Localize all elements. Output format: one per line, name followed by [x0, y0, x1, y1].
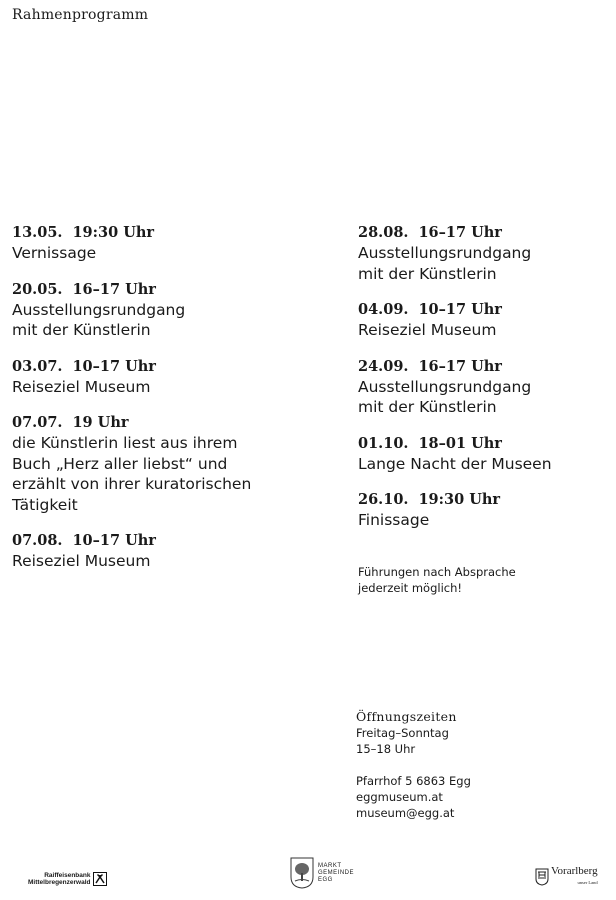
event-time: 16–17 Uhr [418, 224, 502, 241]
event-date: 24.09. [358, 357, 409, 375]
email-link[interactable]: museum@egg.at [356, 806, 455, 820]
event-item [12, 412, 312, 515]
event-title: Ausstellungsrundgang mit der Künstlerin [358, 377, 532, 416]
event-item [12, 530, 312, 572]
event-time: 10–17 Uhr [72, 357, 156, 375]
opening-info [356, 709, 606, 821]
event-time: 19 Uhr [72, 414, 129, 431]
event-title: Ausstellungsrundgang mit der Künstlerin [12, 300, 186, 339]
guided-tours-note: Führungen nach Absprache jederzeit möglich! [358, 565, 516, 595]
event-item [358, 489, 608, 531]
event-datetime [12, 412, 312, 433]
event-item [358, 356, 608, 418]
event-item [358, 222, 608, 284]
event-time: 10–17 Uhr [418, 301, 502, 318]
website-link[interactable]: eggmuseum.at [356, 790, 443, 804]
events-left-column [12, 222, 312, 587]
event-title: Reiseziel Museum [358, 321, 497, 339]
event-date: 28.08. [358, 224, 409, 241]
event-datetime [12, 530, 312, 551]
event-title: Finissage [358, 511, 430, 529]
page-title: Rahmenprogramm [12, 7, 149, 23]
vorarlberg-crest-icon [535, 868, 549, 886]
event-item [358, 433, 608, 475]
event-item [12, 222, 312, 264]
raiffeisen-logo: Raiffeisenbank Mittelbregenzerwald [28, 872, 107, 886]
opening-days: Freitag–Sonntag [356, 726, 449, 740]
marktgemeinde-egg-logo: MARKT GEMEINDE EGG [290, 857, 354, 889]
address: Pfarrhof 5 6863 Egg [356, 774, 471, 788]
opening-hours: 15–18 Uhr [356, 742, 416, 756]
event-date: 13.05. [12, 224, 63, 241]
event-item [12, 279, 312, 341]
event-item [12, 356, 312, 398]
event-date: 20.05. [12, 280, 63, 298]
event-date: 07.07. [12, 414, 63, 431]
event-datetime [358, 489, 608, 510]
event-time: 10–17 Uhr [72, 532, 156, 549]
event-date: 01.10. [358, 434, 409, 452]
event-time: 16–17 Uhr [418, 357, 502, 375]
event-date: 04.09. [358, 301, 409, 318]
event-title: die Künstlerin liest aus ihrem Buch „Herz aller liebst“ und erzählt von ihrer kuratorischen Tätigkeit [12, 434, 252, 514]
event-date: 07.08. [12, 532, 63, 549]
tree-emblem-icon [290, 857, 314, 889]
event-time: 19:30 Uhr [418, 491, 501, 508]
event-datetime [12, 222, 312, 243]
opening-hours-heading: Öffnungszeiten [356, 709, 457, 724]
event-title: Lange Nacht der Museen [358, 454, 552, 473]
event-datetime [12, 279, 312, 300]
event-title: Reiseziel Museum [12, 552, 151, 570]
event-datetime [358, 222, 608, 243]
event-item [358, 299, 608, 341]
event-title: Ausstellungsrundgang mit der Künstlerin [358, 244, 532, 283]
vorarlberg-logo: Vorarlberg unser Land [535, 866, 598, 888]
event-title: Reiseziel Museum [12, 377, 151, 396]
event-datetime [358, 299, 608, 320]
event-date: 03.07. [12, 357, 63, 375]
event-datetime [358, 356, 608, 377]
raiffeisen-gable-icon [93, 872, 107, 886]
event-title: Vernissage [12, 244, 97, 262]
events-right-column [358, 222, 608, 546]
event-time: 18–01 Uhr [418, 434, 502, 452]
event-datetime [358, 433, 608, 454]
event-time: 19:30 Uhr [72, 224, 155, 241]
event-time: 16–17 Uhr [72, 280, 156, 298]
event-date: 26.10. [358, 491, 409, 508]
event-datetime [12, 356, 312, 377]
